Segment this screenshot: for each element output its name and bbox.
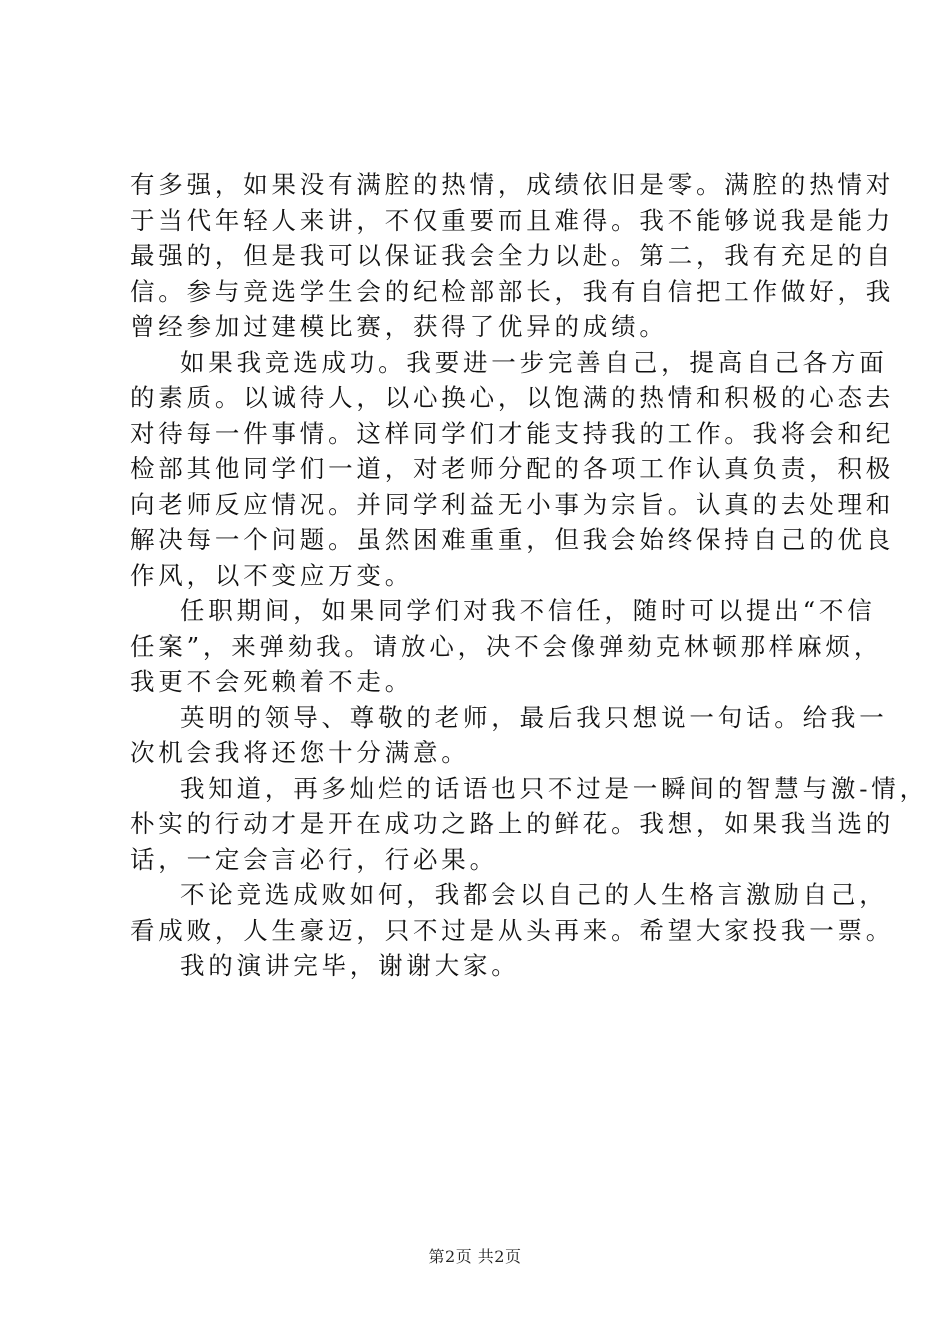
text-line: 有多强，如果没有满腔的热情，成绩依旧是零。满腔的热情对 [130, 170, 895, 199]
text-line: 话，一定会言必行，行必果。 [130, 844, 498, 874]
paragraph-start-line: 英明的领导、尊敬的老师，最后我只想说一句话。给我一 [180, 702, 888, 732]
text-line: 朴实的行动才是开在成功之路上的鲜花。我想，如果我当选的 [130, 809, 895, 838]
text-line: 我更不会死赖着不走。 [130, 667, 413, 696]
paragraph-start-line: 我知道，再多灿烂的话语也只不过是一瞬间的智慧与激-情， [180, 773, 928, 803]
text-line: 对待每一件事情。这样同学们才能支持我的工作。我将会和纪 [130, 418, 895, 448]
paragraph-start-line: 我的演讲完毕，谢谢大家。 [180, 951, 520, 980]
text-line: 曾经参加过建模比赛，获得了优异的成绩。 [130, 312, 668, 341]
text-line: 于当代年轻人来讲，不仅重要而且难得。我不能够说我是能力 [130, 205, 895, 235]
text-line: 向老师反应情况。并同学利益无小事为宗旨。认真的去处理和 [130, 489, 895, 519]
text-line: 的素质。以诚待人，以心换心，以饱满的热情和积极的心态去 [130, 383, 895, 412]
page-number-footer: 第2页 共2页 [428, 1247, 522, 1266]
paragraph-start-line: 任职期间，如果同学们对我不信任，随时可以提出“不信 [180, 596, 876, 625]
text-line: 作风，以不变应万变。 [130, 560, 413, 590]
text-line: 检部其他同学们一道，对老师分配的各项工作认真负责，积极 [130, 454, 895, 483]
text-line: 次机会我将还您十分满意。 [130, 738, 470, 767]
paragraph-start-line: 不论竞选成败如何，我都会以自己的人生格言激励自己， [180, 880, 888, 909]
speech-body [130, 167, 928, 984]
text-line: 任案”，来弹劾我。请放心，决不会像弹劾克林顿那样麻烦， [130, 631, 883, 661]
paragraph-start-line: 如果我竞选成功。我要进一步完善自己，提高自己各方面 [180, 347, 888, 377]
text-line: 看成败，人生豪迈，只不过是从头再来。希望大家投我一票。 [130, 915, 895, 945]
text-line: 解决每一个问题。虽然困难重重，但我会始终保持自己的优良 [130, 525, 895, 554]
text-line: 信。参与竞选学生会的纪检部部长，我有自信把工作做好，我 [130, 276, 895, 306]
text-line: 最强的，但是我可以保证我会全力以赴。第二，我有充足的自 [130, 241, 895, 270]
